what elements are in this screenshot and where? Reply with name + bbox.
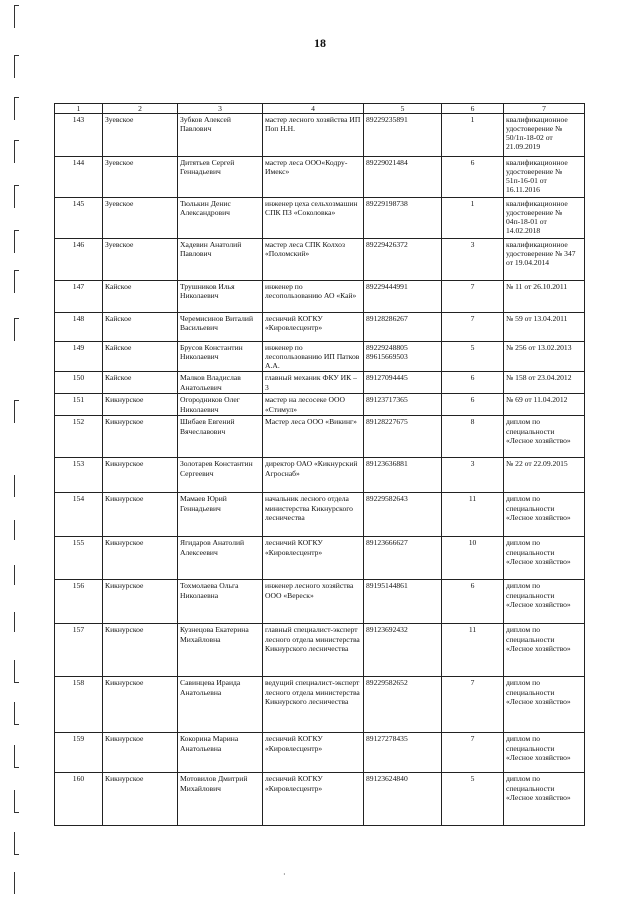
- phone-cell: 89127278435: [364, 733, 442, 773]
- experience-cell: 5: [442, 342, 504, 372]
- position-cell: мастер на лесосеке ООО «Стимул»: [263, 394, 364, 416]
- phone-cell: 89123636881: [364, 458, 442, 493]
- binder-mark: [14, 520, 19, 540]
- column-number-row: [55, 104, 585, 114]
- row-number: 158: [55, 677, 103, 733]
- experience-cell: 11: [442, 493, 504, 537]
- column-header: 4: [263, 104, 364, 114]
- phone-cell: 89229426372: [364, 239, 442, 281]
- document-cell: диплом по специальности «Лесное хозяйство»: [504, 733, 585, 773]
- document-cell: № 22 от 22.09.2015: [504, 458, 585, 493]
- row-number: 144: [55, 157, 103, 198]
- experience-cell: 3: [442, 239, 504, 281]
- name-cell: Малков Владислав Анатольевич: [178, 372, 263, 394]
- name-cell: Кузнецова Екатерина Михайловна: [178, 624, 263, 677]
- position-cell: лесничий КОГКУ «Кировлесцентр»: [263, 773, 364, 826]
- document-cell: № 11 от 26.10.2011: [504, 281, 585, 313]
- binder-mark: [14, 745, 19, 768]
- name-cell: Ягидаров Анатолий Алексеевич: [178, 537, 263, 580]
- table-row: [55, 394, 585, 416]
- district-cell: Кикнурское: [103, 580, 178, 624]
- name-cell: Золотарев Константин Сергеевич: [178, 458, 263, 493]
- table-row: [55, 677, 585, 733]
- name-cell: Мамаев Юрий Геннадьевич: [178, 493, 263, 537]
- row-number: 157: [55, 624, 103, 677]
- scan-dot: ·: [283, 870, 286, 879]
- row-number: 160: [55, 773, 103, 826]
- phone-cell: 89123624840: [364, 773, 442, 826]
- position-cell: начальник лесного отдела министерства Кикнурского лесничества: [263, 493, 364, 537]
- binder-mark: [14, 790, 19, 813]
- experience-cell: 6: [442, 580, 504, 624]
- district-cell: Кикнурское: [103, 458, 178, 493]
- table-row: [55, 773, 585, 826]
- district-cell: Кайское: [103, 281, 178, 313]
- row-number: 147: [55, 281, 103, 313]
- phone-cell: 89229582652: [364, 677, 442, 733]
- phone-cell: 89229582643: [364, 493, 442, 537]
- binder-mark: [14, 400, 19, 423]
- name-cell: Брусов Константин Николаевич: [178, 342, 263, 372]
- name-cell: Дитятьев Сергей Геннадьевич: [178, 157, 263, 198]
- district-cell: Зуевское: [103, 114, 178, 157]
- row-number: 150: [55, 372, 103, 394]
- binder-mark: [14, 832, 19, 855]
- phone-cell: 89123666627: [364, 537, 442, 580]
- position-cell: лесничий КОГКУ «Кировлесцентр»: [263, 313, 364, 342]
- name-cell: Кокорина Марина Анатольевна: [178, 733, 263, 773]
- document-cell: диплом по специальности «Лесное хозяйство»: [504, 677, 585, 733]
- table-row: [55, 281, 585, 313]
- binder-mark: [14, 872, 19, 894]
- row-number: 148: [55, 313, 103, 342]
- binder-mark: [14, 475, 19, 497]
- table-row: [55, 198, 585, 239]
- experience-cell: 1: [442, 198, 504, 239]
- document-cell: диплом по специальности «Лесное хозяйство»: [504, 416, 585, 458]
- phone-cell: 89229198738: [364, 198, 442, 239]
- binder-mark: [14, 230, 19, 253]
- personnel-table: [54, 103, 585, 826]
- name-cell: Тюлькин Денис Александрович: [178, 198, 263, 239]
- phone-cell: 89229235891: [364, 114, 442, 157]
- experience-cell: 7: [442, 281, 504, 313]
- binder-mark: [14, 565, 19, 585]
- row-number: 146: [55, 239, 103, 281]
- document-cell: диплом по специальности «Лесное хозяйство»: [504, 493, 585, 537]
- name-cell: Тохмолаева Ольга Николаевна: [178, 580, 263, 624]
- experience-cell: 7: [442, 677, 504, 733]
- name-cell: Хадевин Анатолий Павлович: [178, 239, 263, 281]
- position-cell: инженер по лесопользованию АО «Кай»: [263, 281, 364, 313]
- position-cell: Мастер леса ООО «Викинг»: [263, 416, 364, 458]
- column-header: 1: [55, 104, 103, 114]
- table-row: [55, 342, 585, 372]
- experience-cell: 6: [442, 157, 504, 198]
- table-row: [55, 313, 585, 342]
- experience-cell: 1: [442, 114, 504, 157]
- position-cell: лесничий КОГКУ «Кировлесцентр»: [263, 733, 364, 773]
- document-cell: диплом по специальности «Лесное хозяйство»: [504, 580, 585, 624]
- document-cell: № 158 от 23.04.2012: [504, 372, 585, 394]
- position-cell: главный специалист-эксперт лесного отдела министерства Кикнурского лесничества: [263, 624, 364, 677]
- district-cell: Зуевское: [103, 157, 178, 198]
- phone-cell: 89127094445: [364, 372, 442, 394]
- page-number: 18: [314, 36, 326, 50]
- position-cell: инженер по лесопользованию ИП Патков А.А.: [263, 342, 364, 372]
- experience-cell: 8: [442, 416, 504, 458]
- binder-mark: [14, 97, 19, 120]
- district-cell: Кикнурское: [103, 677, 178, 733]
- table-row: [55, 537, 585, 580]
- table-row: [55, 416, 585, 458]
- district-cell: Кайское: [103, 342, 178, 372]
- table-row: [55, 114, 585, 157]
- row-number: 149: [55, 342, 103, 372]
- document-cell: № 69 от 11.04.2012: [504, 394, 585, 416]
- document-cell: квалификационное удостоверение № 51п-16-01 от 16.11.2016: [504, 157, 585, 198]
- district-cell: Кикнурское: [103, 773, 178, 826]
- binder-mark: [14, 5, 19, 28]
- row-number: 159: [55, 733, 103, 773]
- document-cell: квалификационное удостоверение № 347 от 19.04.2014: [504, 239, 585, 281]
- row-number: 151: [55, 394, 103, 416]
- experience-cell: 3: [442, 458, 504, 493]
- table-row: [55, 493, 585, 537]
- phone-cell: 89195144861: [364, 580, 442, 624]
- experience-cell: 7: [442, 733, 504, 773]
- district-cell: Кикнурское: [103, 537, 178, 580]
- binder-mark: [14, 660, 19, 683]
- district-cell: Кайское: [103, 372, 178, 394]
- name-cell: Огородников Олег Николаевич: [178, 394, 263, 416]
- phone-cell: 89128227675: [364, 416, 442, 458]
- phone-cell: 89229248805 89615669503: [364, 342, 442, 372]
- column-header: 2: [103, 104, 178, 114]
- row-number: 145: [55, 198, 103, 239]
- binder-mark: [14, 612, 19, 632]
- table-row: [55, 580, 585, 624]
- experience-cell: 7: [442, 313, 504, 342]
- name-cell: Мотовилов Дмитрий Михайлович: [178, 773, 263, 826]
- document-cell: № 256 от 13.02.2013: [504, 342, 585, 372]
- binder-mark: [14, 55, 19, 78]
- row-number: 143: [55, 114, 103, 157]
- district-cell: Кайское: [103, 313, 178, 342]
- position-cell: мастер лесного хозяйства ИП Поп Н.Н.: [263, 114, 364, 157]
- phone-cell: 89128286267: [364, 313, 442, 342]
- document-cell: квалификационное удостоверение № 04п-18-01 от 14.02.2018: [504, 198, 585, 239]
- district-cell: Кикнурское: [103, 624, 178, 677]
- name-cell: Черемисинов Виталий Васильевич: [178, 313, 263, 342]
- name-cell: Зубков Алексей Павлович: [178, 114, 263, 157]
- phone-cell: 89123692432: [364, 624, 442, 677]
- binder-mark: [14, 702, 19, 725]
- name-cell: Трушников Илья Николаевич: [178, 281, 263, 313]
- district-cell: Кикнурское: [103, 733, 178, 773]
- column-header: 3: [178, 104, 263, 114]
- position-cell: мастер леса СПК Колхоз «Поломский»: [263, 239, 364, 281]
- document-cell: диплом по специальности «Лесное хозяйство»: [504, 773, 585, 826]
- table-row: [55, 624, 585, 677]
- phone-cell: 89229444991: [364, 281, 442, 313]
- phone-cell: 89123717365: [364, 394, 442, 416]
- position-cell: инженер цеха сельхозмашин СПК ПЗ «Соколовка»: [263, 198, 364, 239]
- district-cell: Кикнурское: [103, 416, 178, 458]
- position-cell: инженер лесного хозяйства ООО «Вереск»: [263, 580, 364, 624]
- binder-mark: [14, 270, 19, 293]
- document-cell: диплом по специальности «Лесное хозяйство»: [504, 624, 585, 677]
- experience-cell: 5: [442, 773, 504, 826]
- name-cell: Шибаев Евгений Вячеславович: [178, 416, 263, 458]
- position-cell: мастер леса ООО«Кодру-Имекс»: [263, 157, 364, 198]
- experience-cell: 6: [442, 372, 504, 394]
- row-number: 154: [55, 493, 103, 537]
- column-header: 6: [442, 104, 504, 114]
- document-cell: № 59 от 13.04.2011: [504, 313, 585, 342]
- table-row: [55, 157, 585, 198]
- district-cell: Кикнурское: [103, 394, 178, 416]
- document-cell: диплом по специальности «Лесное хозяйство»: [504, 537, 585, 580]
- district-cell: Зуевское: [103, 198, 178, 239]
- table-row: [55, 239, 585, 281]
- experience-cell: 11: [442, 624, 504, 677]
- position-cell: главный механик ФКУ ИК – 3: [263, 372, 364, 394]
- row-number: 152: [55, 416, 103, 458]
- table-row: [55, 733, 585, 773]
- district-cell: Кикнурское: [103, 493, 178, 537]
- column-header: 7: [504, 104, 585, 114]
- experience-cell: 10: [442, 537, 504, 580]
- position-cell: директор ОАО «Кикнурский Агроснаб»: [263, 458, 364, 493]
- binder-mark: [14, 185, 19, 208]
- row-number: 156: [55, 580, 103, 624]
- binder-mark: [14, 318, 19, 341]
- document-cell: квалификационное удостоверение № 50/1п-18-02 от 21.09.2019: [504, 114, 585, 157]
- name-cell: Савинцева Ираида Анатольевна: [178, 677, 263, 733]
- position-cell: ведущий специалист-эксперт лесного отдела министерства Кикнурского лесничества: [263, 677, 364, 733]
- experience-cell: 6: [442, 394, 504, 416]
- phone-cell: 89229021484: [364, 157, 442, 198]
- position-cell: лесничий КОГКУ «Кировлесцентр»: [263, 537, 364, 580]
- row-number: 155: [55, 537, 103, 580]
- binder-mark: [14, 140, 19, 163]
- table-row: [55, 458, 585, 493]
- column-header: 5: [364, 104, 442, 114]
- district-cell: Зуевское: [103, 239, 178, 281]
- table-row: [55, 372, 585, 394]
- row-number: 153: [55, 458, 103, 493]
